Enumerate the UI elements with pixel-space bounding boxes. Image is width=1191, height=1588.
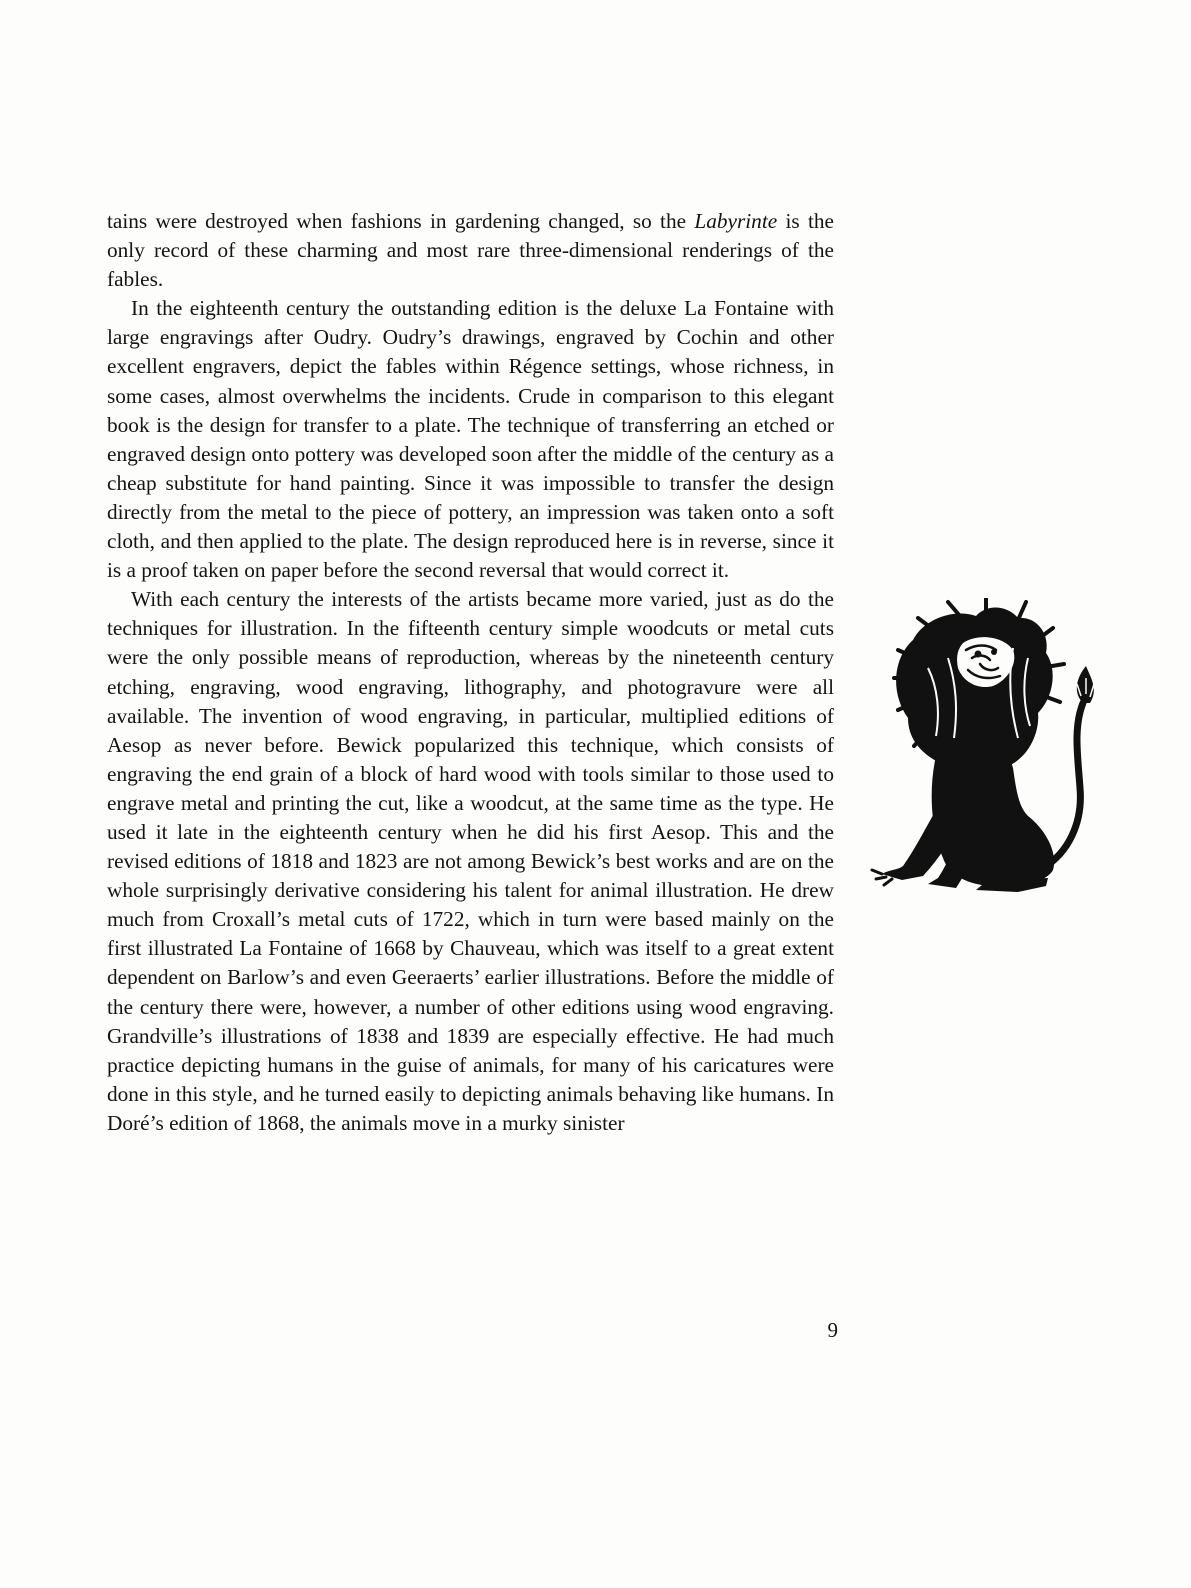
lion-mane bbox=[896, 608, 1053, 774]
lion-eye bbox=[975, 651, 982, 658]
paragraph-1-text-a: tains were destroyed when fashions in gardening changed, so the bbox=[107, 209, 695, 233]
page-number: 9 bbox=[827, 1318, 838, 1342]
paragraph-1-text-b: is the only record of these charming and most rare three-dimensional renderings of the fables. bbox=[107, 209, 835, 292]
paragraph-3-text: With each century the interests of the artists became more varied, just as do the techniques for illustration. In the fifteenth century simple woodcuts or metal cuts were the only possible means of reproduction, whereas by the nineteenth century etching, engraving, wood engraving, lithography, and photogravure were all available. The invention of wood engraving, in particular, multiplied editions of Aesop as never before. Bewick popularized this technique, which consists of engraving the end grain of a block of hard wood with tools similar to those used to engrave metal and printing the cut, like a woodcut, at the same time as the type. He used it late in the eighteenth century when he did his first Aesop. This and the revised editions of 1818 and 1823 are not among Bewick’s best works and are on the whole surprisingly derivative considering his talent for animal illustration. He drew much from Croxall’s metal cuts of 1722, which in turn were based mainly on the first illustrated La Fontaine of 1668 by Chauveau, which was itself to a great extent dependent on Barlow’s and even Geeraerts’ earlier illustrations. Before the middle of the century there were, however, a number of other editions using wood engraving. Grandville’s illustrations of 1838 and 1839 are especially effective. He had much practice depicting humans in the guise of animals, for many of his caricatures were done in this style, and he turned easily to depicting animals behaving like humans. In Doré’s edition of 1868, the animals move in a murky sinister bbox=[107, 587, 834, 1135]
paragraph-1 bbox=[107, 207, 834, 294]
body-text bbox=[107, 207, 834, 1138]
book-title-labyrinte: Labyrinte bbox=[694, 209, 778, 233]
lion-woodcut-icon bbox=[868, 598, 1108, 898]
paragraph-2 bbox=[107, 294, 834, 585]
paragraph-3 bbox=[107, 585, 834, 1138]
paragraph-2-text: In the eighteenth century the outstanding edition is the deluxe La Fontaine with large engravings after Oudry. Oudry’s drawings, engraved by Cochin and other excellent engravers, depict the fables within Régence settings, whose richness, in some cases, almost overwhelms the incidents. Crude in comparison to this elegant book is the design for transfer to a plate. The technique of transferring an etched or engraved design onto pottery was developed soon after the middle of the century as a cheap substitute for hand painting. Since it was impossible to transfer the design directly from the metal to the piece of pottery, an impression was taken onto a soft cloth, and then applied to the plate. The design reproduced here is in reverse, since it is a proof taken on paper before the second reversal that would correct it. bbox=[107, 296, 834, 583]
